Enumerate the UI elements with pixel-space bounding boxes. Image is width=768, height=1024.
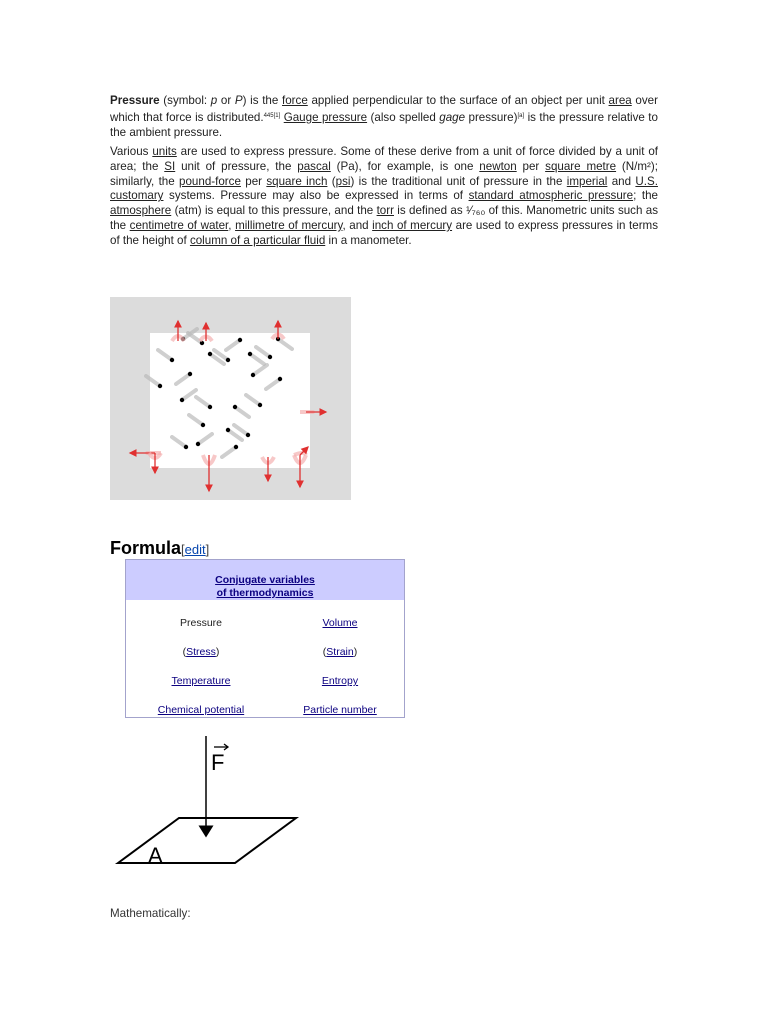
molecule-dot — [201, 423, 205, 427]
link-particle-number[interactable]: Particle number — [303, 704, 377, 716]
link-centimetre-of-water[interactable]: centimetre of water — [129, 218, 229, 232]
link-strain[interactable]: Strain — [326, 646, 354, 658]
molecule-dot — [234, 445, 238, 449]
area-label: A — [148, 843, 163, 868]
link-atmosphere[interactable]: atmosphere — [110, 204, 172, 218]
molecule-dot — [246, 433, 250, 437]
force-label: F — [211, 750, 225, 775]
link-si[interactable]: SI — [164, 159, 176, 173]
edit-section: [edit] — [181, 542, 210, 557]
edit-link[interactable]: edit — [184, 542, 206, 557]
pressure-molecules-figure[interactable] — [110, 297, 351, 500]
ref-1[interactable]: 445[1] — [263, 112, 281, 119]
molecule-dot — [226, 358, 230, 362]
molecule-dot — [258, 403, 262, 407]
link-pound-force[interactable]: pound-force — [179, 174, 241, 188]
box-header — [126, 560, 404, 600]
molecule-dot — [196, 442, 200, 446]
link-torr[interactable]: torr — [376, 204, 394, 218]
table-row — [126, 704, 404, 718]
molecule-dot — [226, 428, 230, 432]
link-chemical-potential[interactable]: Chemical potential — [157, 704, 245, 716]
link-units[interactable]: units — [152, 145, 177, 158]
units-paragraph: Various units are used to express pressure. Some of these derive from a unit of force divided by a unit of area; the SI unit of pressure, the pascal (Pa), for example, is one newton per square metre (N/m²); similarly, the pound-force per square inch (psi) is the traditional unit of pressure in the imperial and U.S. customary systems. Pressure may also be expressed in terms of standard atmospheric pressure; the atmosphere (atm) is equal to this pressure, and the torr is defined as ¹⁄₇₆₀ of this. Manometric units such as the centimetre of water, millimetre of mercury, and inch of mercury are used to express pressures in terms of the height of column of a particular fluid in a manometer. — [110, 145, 659, 247]
link-millimetre-of-mercury[interactable]: millimetre of mercury — [235, 218, 343, 232]
link-inch-of-mercury[interactable]: inch of mercury — [372, 218, 453, 232]
link-psi[interactable]: psi — [335, 174, 351, 188]
molecule-dot — [278, 377, 282, 381]
molecule-dot — [188, 372, 192, 376]
link-standard-atmospheric-pressure[interactable]: standard atmospheric pressure — [468, 189, 634, 203]
link-volume[interactable]: Volume — [322, 617, 358, 629]
molecule-dot — [208, 405, 212, 409]
fraction: ¹⁄₇₆₀ — [465, 204, 486, 218]
link-temperature[interactable]: Temperature — [171, 675, 231, 687]
section-heading — [110, 538, 209, 559]
molecule-dot — [208, 352, 212, 356]
molecule-dot — [180, 398, 184, 402]
molecule-dot — [184, 445, 188, 449]
molecule-dot — [233, 405, 237, 409]
molecule-dot — [248, 352, 252, 356]
link-stress[interactable]: Stress — [186, 646, 216, 658]
link-imperial[interactable]: imperial — [566, 174, 608, 188]
container-box — [150, 333, 310, 468]
molecule-dot — [251, 373, 255, 377]
table-row — [126, 675, 404, 689]
area-plane — [118, 818, 296, 863]
link-entropy[interactable]: Entropy — [321, 675, 359, 687]
intro-paragraph: Pressure (symbol: p or P) is the force applied perpendicular to the surface of an object per unit area over which that force is distributed.$^{445[1]}$ Gauge pressure (also spelled gage pressure)[a] is the pressure relative to the ambient pressure. — [110, 94, 658, 139]
conjugate-variables-box — [125, 559, 405, 718]
molecule-dot — [238, 338, 242, 342]
box-title-link[interactable]: Conjugate variables of thermodynamics — [215, 574, 315, 599]
link-newton[interactable]: newton — [479, 159, 517, 173]
link-us-customary[interactable]: U.S. customary — [110, 174, 658, 203]
link-force[interactable]: force — [282, 94, 308, 107]
table-row: (Stress) (Strain) — [182, 646, 358, 658]
math-intro: Mathematically: — [110, 907, 191, 920]
molecule-dot — [170, 358, 174, 362]
pressure-cell: Pressure — [179, 617, 222, 629]
link-column-of-fluid[interactable]: column of a particular fluid — [189, 233, 326, 247]
link-area[interactable]: area — [608, 94, 632, 107]
link-pascal[interactable]: pascal — [297, 159, 331, 173]
link-square-inch[interactable]: square inch — [266, 174, 328, 188]
table-row — [126, 617, 404, 631]
force-area-figure[interactable] — [110, 736, 310, 871]
molecule-dot — [268, 355, 272, 359]
ref-a[interactable]: [a] — [517, 112, 525, 119]
link-square-metre[interactable]: square metre — [545, 159, 617, 173]
section-title: Formula — [110, 538, 182, 558]
pressure-term: Pressure — [110, 94, 160, 107]
molecule-dot — [158, 384, 162, 388]
link-gauge-pressure[interactable]: Gauge pressure — [283, 110, 368, 124]
